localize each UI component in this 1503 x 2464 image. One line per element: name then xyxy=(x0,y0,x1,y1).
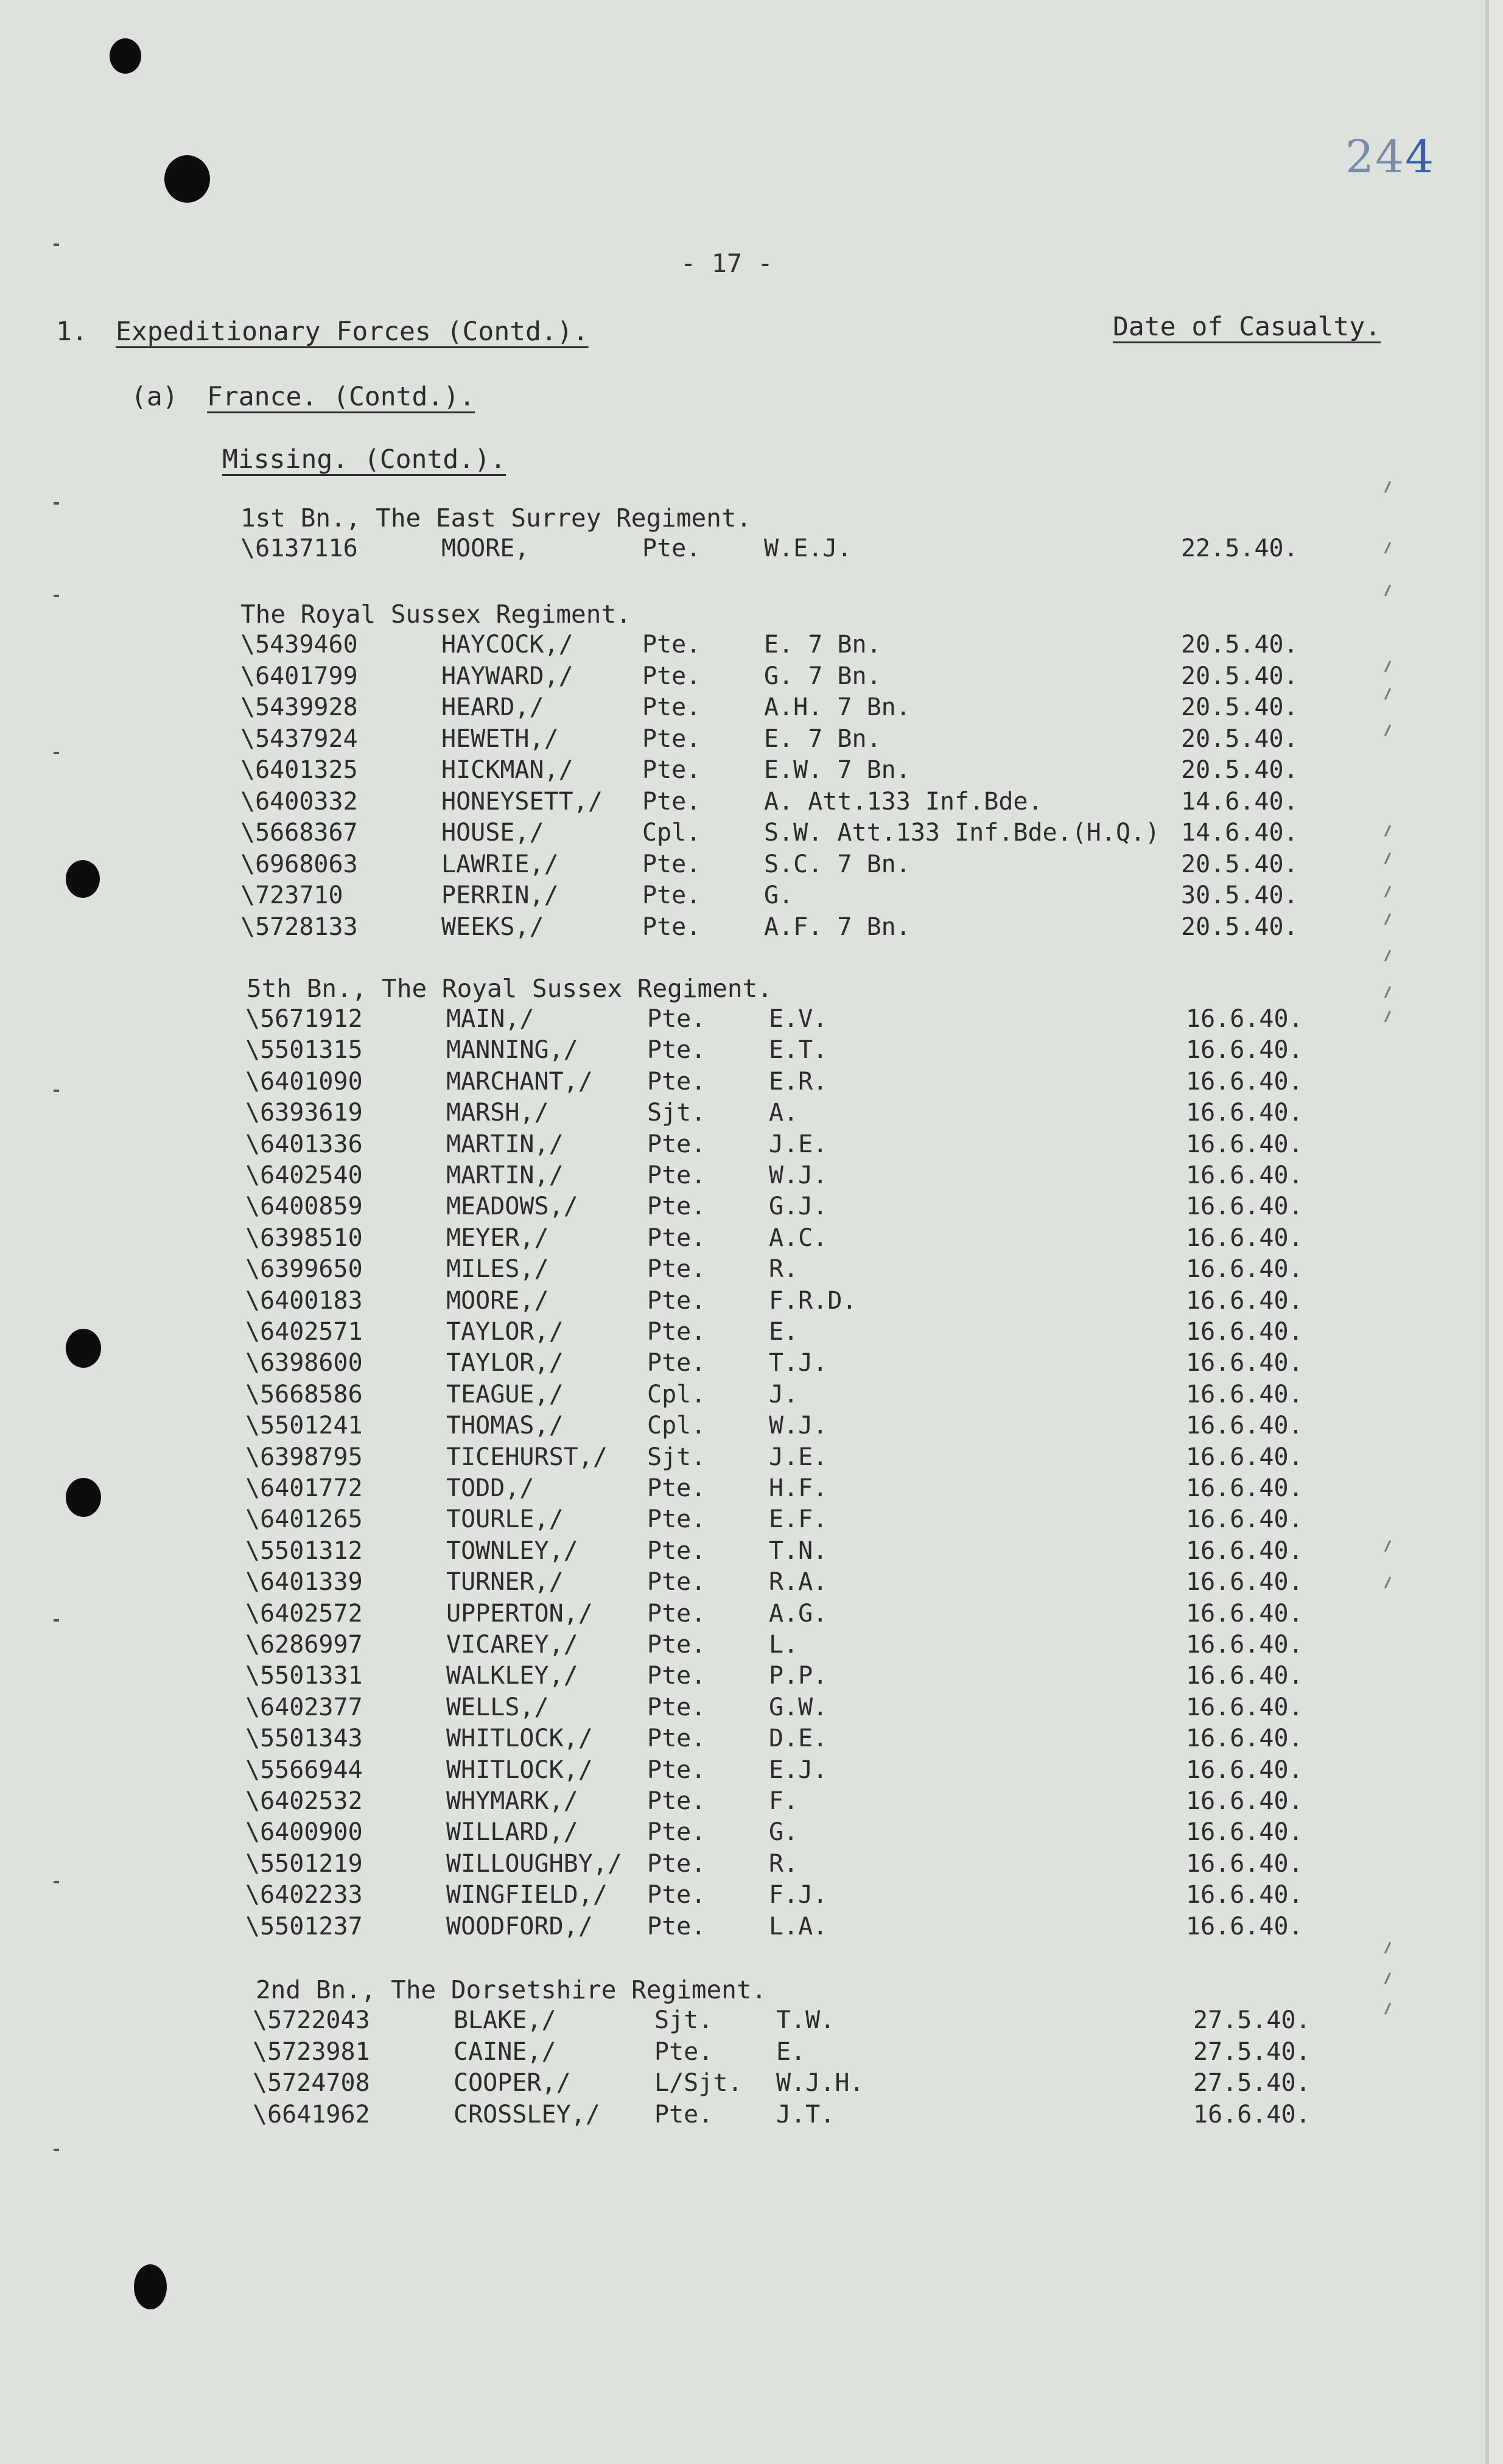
cell-rank: Pte. xyxy=(642,850,701,878)
cell-num: \723710 xyxy=(240,881,343,909)
cell-name: MOORE,/ xyxy=(446,1287,549,1315)
section-title: Expeditionary Forces (Contd.). xyxy=(116,317,589,347)
casualty-row xyxy=(0,2069,1485,2101)
casualty-row xyxy=(0,1662,1485,1693)
cell-init: H.F. xyxy=(769,1474,828,1502)
cell-rank: Pte. xyxy=(647,1913,706,1941)
cell-name: WINGFIELD,/ xyxy=(446,1881,608,1909)
cell-rank: Pte. xyxy=(647,1036,706,1064)
casualty-row xyxy=(0,788,1485,819)
cell-name: TAYLOR,/ xyxy=(446,1318,564,1346)
cell-name: WELLS,/ xyxy=(446,1693,549,1721)
casualty-row xyxy=(0,631,1485,662)
cell-num: \6398795 xyxy=(245,1443,363,1471)
cell-num: \6398510 xyxy=(245,1224,363,1252)
cell-date: 20.5.40. xyxy=(1181,662,1298,690)
cell-name: WHITLOCK,/ xyxy=(446,1724,593,1752)
casualty-row xyxy=(0,1693,1485,1725)
cell-date: 16.6.40. xyxy=(1186,1756,1303,1784)
cell-name: WHYMARK,/ xyxy=(446,1787,578,1815)
cell-rank: Pte. xyxy=(647,1068,706,1096)
cell-date: 16.6.40. xyxy=(1186,1130,1303,1158)
cell-rank: Pte. xyxy=(642,756,701,784)
cell-num: \5501315 xyxy=(245,1036,363,1064)
cell-init: E. xyxy=(776,2038,806,2066)
cell-name: HEWETH,/ xyxy=(441,725,559,753)
cell-name: MANNING,/ xyxy=(446,1036,578,1064)
cell-name: WOODFORD,/ xyxy=(446,1913,593,1941)
cell-date: 16.6.40. xyxy=(1186,1881,1303,1909)
casualty-row xyxy=(0,534,1485,566)
cell-num: \5439460 xyxy=(240,631,358,659)
cell-date: 16.6.40. xyxy=(1186,1787,1303,1815)
cell-date: 14.6.40. xyxy=(1181,819,1298,847)
cell-date: 16.6.40. xyxy=(1186,1318,1303,1346)
cell-name: TOURLE,/ xyxy=(446,1505,564,1533)
cell-rank: Pte. xyxy=(647,1287,706,1315)
cell-init: E. xyxy=(769,1318,799,1346)
cell-name: HICKMAN,/ xyxy=(441,756,573,784)
casualty-row xyxy=(0,1318,1485,1349)
cell-num: \6398600 xyxy=(245,1349,363,1377)
cell-init: T.N. xyxy=(769,1537,828,1565)
cell-init: J.T. xyxy=(776,2101,835,2129)
cell-name: HONEYSETT,/ xyxy=(441,788,603,816)
cell-rank: Pte. xyxy=(647,1693,706,1721)
cell-name: MOORE, xyxy=(441,534,530,562)
cell-init: W.J.H. xyxy=(776,2069,864,2097)
casualty-row xyxy=(0,1787,1485,1819)
cell-date: 16.6.40. xyxy=(1186,1349,1303,1377)
cell-init: G.W. xyxy=(769,1693,828,1721)
casualty-row xyxy=(0,819,1485,850)
cell-date: 20.5.40. xyxy=(1181,913,1298,941)
cell-rank: L/Sjt. xyxy=(654,2069,743,2097)
date-of-casualty-header: Date of Casualty. xyxy=(1113,312,1381,342)
cell-name: MARTIN,/ xyxy=(446,1161,564,1189)
cell-name: WILLOUGHBY,/ xyxy=(446,1850,622,1878)
cell-rank: Pte. xyxy=(647,1255,706,1283)
cell-date: 27.5.40. xyxy=(1193,2069,1311,2097)
cell-date: 16.6.40. xyxy=(1186,1474,1303,1502)
casualty-row xyxy=(0,1600,1485,1631)
cell-init: A.G. xyxy=(769,1600,828,1628)
casualty-row xyxy=(0,2038,1485,2070)
cell-init: E. 7 Bn. xyxy=(764,631,881,659)
cell-date: 16.6.40. xyxy=(1186,1850,1303,1878)
edge-mark xyxy=(54,243,59,246)
cell-rank: Sjt. xyxy=(647,1443,706,1471)
cell-rank: Sjt. xyxy=(647,1099,706,1127)
casualty-row xyxy=(0,913,1485,945)
cell-rank: Pte. xyxy=(647,1724,706,1752)
cell-rank: Pte. xyxy=(647,1881,706,1909)
cell-name: HAYCOCK,/ xyxy=(441,631,573,659)
cell-init: F.J. xyxy=(769,1881,828,1909)
cell-init: T.J. xyxy=(769,1349,828,1377)
cell-date: 16.6.40. xyxy=(1186,1192,1303,1220)
cell-num: \6401772 xyxy=(245,1474,363,1502)
cell-init: E.R. xyxy=(769,1068,828,1096)
cell-num: \6402540 xyxy=(245,1161,363,1189)
casualty-row xyxy=(0,1537,1485,1569)
regiment-heading: 2nd Bn., The Dorsetshire Regiment. xyxy=(256,1975,767,2004)
cell-date: 16.6.40. xyxy=(1186,1036,1303,1064)
cell-rank: Pte. xyxy=(642,725,701,753)
cell-init: R.A. xyxy=(769,1568,828,1596)
cell-init: E.W. 7 Bn. xyxy=(764,756,911,784)
casualty-row xyxy=(0,1381,1485,1412)
cell-init: A.F. 7 Bn. xyxy=(764,913,911,941)
casualty-row xyxy=(0,1068,1485,1099)
cell-num: \5668367 xyxy=(240,819,358,847)
section-number: 1. xyxy=(56,317,88,347)
cell-name: TAYLOR,/ xyxy=(446,1349,564,1377)
pencil-tick xyxy=(1384,986,1391,998)
punch-hole xyxy=(110,38,141,74)
cell-date: 16.6.40. xyxy=(1186,1287,1303,1315)
pencil-tick xyxy=(1384,584,1391,596)
cell-date: 16.6.40. xyxy=(1193,2101,1311,2129)
casualty-row xyxy=(0,1913,1485,1944)
cell-name: TOWNLEY,/ xyxy=(446,1537,578,1565)
page-number: - 17 - xyxy=(681,248,773,278)
cell-name: MEADOWS,/ xyxy=(446,1192,578,1220)
cell-rank: Cpl. xyxy=(647,1381,706,1409)
cell-date: 16.6.40. xyxy=(1186,1381,1303,1409)
cell-name: THOMAS,/ xyxy=(446,1412,564,1440)
cell-date: 16.6.40. xyxy=(1186,1224,1303,1252)
cell-num: \5501343 xyxy=(245,1724,363,1752)
cell-rank: Pte. xyxy=(642,693,701,721)
cell-date: 16.6.40. xyxy=(1186,1161,1303,1189)
casualty-row xyxy=(0,1756,1485,1788)
cell-num: \6400332 xyxy=(240,788,358,816)
cell-name: CROSSLEY,/ xyxy=(454,2101,600,2129)
cell-date: 22.5.40. xyxy=(1181,534,1298,562)
cell-rank: Pte. xyxy=(647,1787,706,1815)
cell-num: \5501331 xyxy=(245,1662,363,1690)
cell-date: 14.6.40. xyxy=(1181,788,1298,816)
edge-mark xyxy=(54,595,59,597)
cell-rank: Pte. xyxy=(647,1005,706,1033)
casualty-row xyxy=(0,1850,1485,1881)
cell-rank: Pte. xyxy=(647,1537,706,1565)
casualty-row xyxy=(0,1818,1485,1850)
casualty-row xyxy=(0,1881,1485,1913)
cell-rank: Pte. xyxy=(647,1224,706,1252)
cell-date: 20.5.40. xyxy=(1181,693,1298,721)
cell-rank: Pte. xyxy=(642,881,701,909)
cell-init: A. xyxy=(769,1099,799,1127)
cell-num: \6400859 xyxy=(245,1192,363,1220)
cell-rank: Pte. xyxy=(642,534,701,562)
casualty-row xyxy=(0,1443,1485,1475)
edge-mark xyxy=(54,2149,59,2151)
subsection-label: (a) xyxy=(131,382,178,412)
cell-name: WEEKS,/ xyxy=(441,913,544,941)
cell-date: 16.6.40. xyxy=(1186,1631,1303,1659)
cell-name: COOPER,/ xyxy=(454,2069,571,2097)
cell-num: \5439928 xyxy=(240,693,358,721)
cell-num: \5668586 xyxy=(245,1381,363,1409)
cell-init: E.V. xyxy=(769,1005,828,1033)
cell-date: 16.6.40. xyxy=(1186,1818,1303,1846)
casualty-row xyxy=(0,2101,1485,2132)
casualty-row xyxy=(0,662,1485,694)
casualty-row xyxy=(0,881,1485,913)
folio-number: 244 xyxy=(1345,131,1435,183)
cell-name: TODD,/ xyxy=(446,1474,534,1502)
cell-rank: Pte. xyxy=(647,1850,706,1878)
cell-date: 16.6.40. xyxy=(1186,1068,1303,1096)
cell-name: TEAGUE,/ xyxy=(446,1381,564,1409)
cell-rank: Pte. xyxy=(647,1662,706,1690)
cell-date: 27.5.40. xyxy=(1193,2006,1311,2034)
cell-num: \6399650 xyxy=(245,1255,363,1283)
cell-init: W.J. xyxy=(769,1412,828,1440)
casualty-row xyxy=(0,1568,1485,1600)
edge-mark xyxy=(54,502,59,505)
cell-num: \6402571 xyxy=(245,1318,363,1346)
cell-name: VICAREY,/ xyxy=(446,1631,578,1659)
cell-init: E. 7 Bn. xyxy=(764,725,881,753)
casualty-row xyxy=(0,1005,1485,1037)
casualty-row xyxy=(0,1631,1485,1662)
cell-init: J.E. xyxy=(769,1130,828,1158)
cell-num: \6401339 xyxy=(245,1568,363,1596)
cell-date: 16.6.40. xyxy=(1186,1600,1303,1628)
casualty-row xyxy=(0,693,1485,725)
cell-rank: Pte. xyxy=(647,1505,706,1533)
cell-init: S.W. Att.133 Inf.Bde.(H.Q.) xyxy=(764,819,1160,847)
cell-init: W.E.J. xyxy=(764,534,852,562)
cell-rank: Pte. xyxy=(647,1474,706,1502)
cell-num: \5728133 xyxy=(240,913,358,941)
casualty-row xyxy=(0,1224,1485,1256)
cell-num: \6400183 xyxy=(245,1287,363,1315)
cell-init: W.J. xyxy=(769,1161,828,1189)
cell-rank: Pte. xyxy=(647,1192,706,1220)
cell-name: TURNER,/ xyxy=(446,1568,564,1596)
cell-rank: Pte. xyxy=(654,2038,713,2066)
pencil-tick xyxy=(1384,481,1391,492)
cell-init: G. xyxy=(769,1818,799,1846)
cell-num: \6641962 xyxy=(253,2101,370,2129)
cell-rank: Pte. xyxy=(647,1161,706,1189)
casualty-row xyxy=(0,2006,1485,2038)
cell-date: 16.6.40. xyxy=(1186,1255,1303,1283)
cell-num: \6401090 xyxy=(245,1068,363,1096)
punch-hole xyxy=(134,2264,167,2309)
cell-rank: Pte. xyxy=(647,1349,706,1377)
casualty-row xyxy=(0,1287,1485,1318)
casualty-row xyxy=(0,1099,1485,1130)
cell-init: R. xyxy=(769,1850,799,1878)
cell-rank: Pte. xyxy=(642,913,701,941)
cell-date: 16.6.40. xyxy=(1186,1443,1303,1471)
cell-init: P.P. xyxy=(769,1662,828,1690)
cell-name: MARCHANT,/ xyxy=(446,1068,593,1096)
cell-init: J. xyxy=(769,1381,799,1409)
cell-num: \6401325 xyxy=(240,756,358,784)
cell-num: \5722043 xyxy=(253,2006,370,2034)
cell-init: E.F. xyxy=(769,1505,828,1533)
cell-init: F.R.D. xyxy=(769,1287,857,1315)
cell-init: R. xyxy=(769,1255,799,1283)
cell-init: J.E. xyxy=(769,1443,828,1471)
casualty-row xyxy=(0,1161,1485,1193)
cell-date: 16.6.40. xyxy=(1186,1568,1303,1596)
cell-rank: Pte. xyxy=(647,1818,706,1846)
cell-rank: Pte. xyxy=(647,1600,706,1628)
cell-name: BLAKE,/ xyxy=(454,2006,556,2034)
cell-rank: Cpl. xyxy=(647,1412,706,1440)
cell-date: 16.6.40. xyxy=(1186,1913,1303,1941)
punch-hole xyxy=(164,155,210,203)
casualty-row xyxy=(0,1724,1485,1756)
cell-name: MILES,/ xyxy=(446,1255,549,1283)
cell-init: F. xyxy=(769,1787,799,1815)
cell-name: PERRIN,/ xyxy=(441,881,559,909)
cell-name: MARTIN,/ xyxy=(446,1130,564,1158)
cell-name: MARSH,/ xyxy=(446,1099,549,1127)
cell-init: S.C. 7 Bn. xyxy=(764,850,911,878)
cell-num: \6401265 xyxy=(245,1505,363,1533)
cell-init: E.T. xyxy=(769,1036,828,1064)
cell-rank: Pte. xyxy=(642,662,701,690)
casualty-row xyxy=(0,1130,1485,1162)
regiment-heading: 5th Bn., The Royal Sussex Regiment. xyxy=(247,974,773,1003)
cell-date: 20.5.40. xyxy=(1181,631,1298,659)
subsection-title: France. (Contd.). xyxy=(207,382,475,412)
casualty-row xyxy=(0,725,1485,757)
cell-num: \6402572 xyxy=(245,1600,363,1628)
casualty-row xyxy=(0,1474,1485,1506)
cell-rank: Pte. xyxy=(642,788,701,816)
pencil-tick xyxy=(1384,1972,1391,1984)
cell-num: \5723981 xyxy=(253,2038,370,2066)
casualty-row xyxy=(0,1192,1485,1224)
cell-num: \6286997 xyxy=(245,1631,363,1659)
cell-rank: Pte. xyxy=(642,631,701,659)
cell-name: WHITLOCK,/ xyxy=(446,1756,593,1784)
cell-name: UPPERTON,/ xyxy=(446,1600,593,1628)
cell-init: A. Att.133 Inf.Bde. xyxy=(764,788,1043,816)
cell-name: MEYER,/ xyxy=(446,1224,549,1252)
cell-rank: Pte. xyxy=(647,1130,706,1158)
cell-name: HOUSE,/ xyxy=(441,819,544,847)
cell-date: 16.6.40. xyxy=(1186,1724,1303,1752)
cell-rank: Pte. xyxy=(647,1318,706,1346)
pencil-tick xyxy=(1384,950,1391,961)
cell-name: MAIN,/ xyxy=(446,1005,534,1033)
cell-init: T.W. xyxy=(776,2006,835,2034)
cell-date: 16.6.40. xyxy=(1186,1693,1303,1721)
cell-num: \5501219 xyxy=(245,1850,363,1878)
cell-num: \5501241 xyxy=(245,1412,363,1440)
status-heading: Missing. (Contd.). xyxy=(222,444,506,475)
casualty-row xyxy=(0,756,1485,788)
cell-rank: Pte. xyxy=(647,1631,706,1659)
cell-init: L. xyxy=(769,1631,799,1659)
cell-name: CAINE,/ xyxy=(454,2038,556,2066)
cell-num: \5566944 xyxy=(245,1756,363,1784)
cell-rank: Pte. xyxy=(654,2101,713,2129)
cell-date: 16.6.40. xyxy=(1186,1099,1303,1127)
cell-num: \6968063 xyxy=(240,850,358,878)
cell-num: \6402233 xyxy=(245,1881,363,1909)
cell-num: \5501312 xyxy=(245,1537,363,1565)
cell-name: WALKLEY,/ xyxy=(446,1662,578,1690)
cell-name: WILLARD,/ xyxy=(446,1818,578,1846)
cell-init: G. 7 Bn. xyxy=(764,662,881,690)
cell-date: 16.6.40. xyxy=(1186,1662,1303,1690)
cell-rank: Pte. xyxy=(647,1756,706,1784)
casualty-row xyxy=(0,1505,1485,1537)
cell-init: G.J. xyxy=(769,1192,828,1220)
cell-init: G. xyxy=(764,881,794,909)
regiment-heading: The Royal Sussex Regiment. xyxy=(240,600,631,629)
cell-init: D.E. xyxy=(769,1724,828,1752)
cell-num: \5671912 xyxy=(245,1005,363,1033)
casualty-row xyxy=(0,850,1485,882)
cell-num: \6401336 xyxy=(245,1130,363,1158)
casualty-row xyxy=(0,1349,1485,1381)
cell-init: E.J. xyxy=(769,1756,828,1784)
cell-date: 20.5.40. xyxy=(1181,850,1298,878)
cell-init: A.C. xyxy=(769,1224,828,1252)
cell-num: \5724708 xyxy=(253,2069,370,2097)
regiment-heading: 1st Bn., The East Surrey Regiment. xyxy=(240,503,752,533)
cell-init: L.A. xyxy=(769,1913,828,1941)
cell-name: LAWRIE,/ xyxy=(441,850,559,878)
casualty-row xyxy=(0,1036,1485,1068)
cell-date: 16.6.40. xyxy=(1186,1412,1303,1440)
cell-rank: Pte. xyxy=(647,1568,706,1596)
cell-date: 27.5.40. xyxy=(1193,2038,1311,2066)
cell-date: 16.6.40. xyxy=(1186,1505,1303,1533)
cell-num: \6402532 xyxy=(245,1787,363,1815)
cell-date: 30.5.40. xyxy=(1181,881,1298,909)
cell-date: 20.5.40. xyxy=(1181,725,1298,753)
cell-rank: Cpl. xyxy=(642,819,701,847)
cell-date: 20.5.40. xyxy=(1181,756,1298,784)
cell-name: HEARD,/ xyxy=(441,693,544,721)
cell-num: \6137116 xyxy=(240,534,358,562)
cell-num: \5437924 xyxy=(240,725,358,753)
cell-num: \6400900 xyxy=(245,1818,363,1846)
cell-init: A.H. 7 Bn. xyxy=(764,693,911,721)
cell-num: \5501237 xyxy=(245,1913,363,1941)
cell-name: HAYWARD,/ xyxy=(441,662,573,690)
cell-num: \6402377 xyxy=(245,1693,363,1721)
casualty-row xyxy=(0,1412,1485,1443)
cell-name: TICEHURST,/ xyxy=(446,1443,608,1471)
cell-date: 16.6.40. xyxy=(1186,1005,1303,1033)
cell-num: \6401799 xyxy=(240,662,358,690)
cell-num: \6393619 xyxy=(245,1099,363,1127)
cell-date: 16.6.40. xyxy=(1186,1537,1303,1565)
cell-rank: Sjt. xyxy=(654,2006,713,2034)
casualty-row xyxy=(0,1255,1485,1287)
